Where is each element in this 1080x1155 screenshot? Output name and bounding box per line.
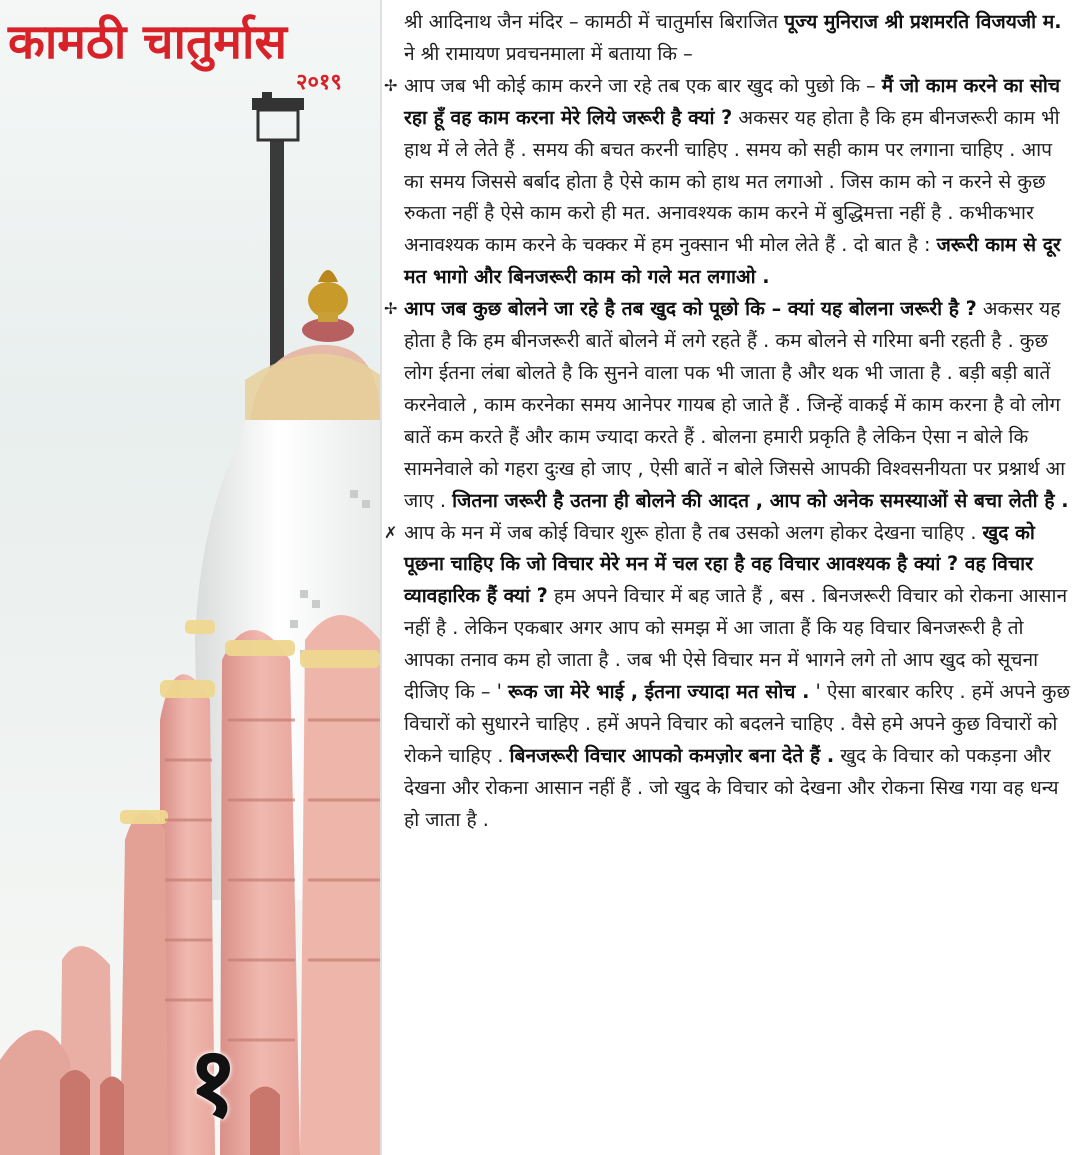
article-body <box>384 6 1074 836</box>
emphasis-text: खुद को पूछना चाहिए कि जो विचार मेरे मन में चल रहा है वह विचार आवश्यक है क्यां ? वह विचार व्यावहारिक हैं क्यां ? <box>404 520 1035 608</box>
poster-title: कामठी चातुर्मास <box>8 14 287 70</box>
body-text: आप जब भी कोई काम करने जा रहे तब एक बार खुद को पुछो कि – <box>404 73 882 97</box>
temple-illustration <box>0 0 380 1155</box>
emphasis-text: जरूरी काम से दूर मत भागो और बिनजरूरी काम को गले मत लगाओ . <box>404 233 1061 289</box>
point-paragraph-2 <box>384 293 1074 516</box>
emphasis-text: आप जब कुछ बोलने जा रहे है तब खुद को पूछो कि – क्यां यह बोलना जरूरी है ? <box>404 297 977 321</box>
bullet-marker-icon: ✢ <box>384 75 398 95</box>
intro-speaker: पूज्य मुनिराज श्री प्रशमरति विजयजी म. <box>784 10 1062 33</box>
body-text: हम अपने विचार में बह जाते हैं , बस . बिनजरूरी विचार को रोकना आसान नहीं है . लेकिन एकबार अगर आप को समझ में आ जाता हैं कि यह विचार बिनजरूरी है तो आपका तनाव कम हो जाता है . जब भी ऐसे विचार मन में भागने लगे तो आप खुद को सूचना दीजिए कि – ' <box>404 584 1068 704</box>
bullet-marker-icon: ✢ <box>384 299 398 319</box>
kalash <box>302 270 354 342</box>
temple-photo-panel <box>0 0 380 1155</box>
points-list <box>384 70 1074 836</box>
emphasis-text: बिनजरूरी विचार आपको कमज़ोर बना देते हैं . <box>509 743 835 767</box>
body-text: अकसर यह होता है कि हम बीनजरूरी काम भी हाथ में ले लेते हैं . समय की बचत करनी चाहिए . समय को सही काम पर लगाना चाहिए . आप का समय जिससे बर्बाद होता है ऐसे काम को हाथ मत लगाओ . जिस काम को न करने से कुछ रुकता नहीं है ऐसे काम करो ही मत. अनावश्यक काम करने में बुद्धिमत्ता नहीं है . कभीकभार अनावश्यक काम करने के चक्कर में हम नुक्सान भी मोल लेते हैं . दो बात है : <box>404 105 1060 257</box>
intro-text-2: ने श्री रामायण प्रवचनमाला में बताया कि – <box>404 41 693 65</box>
intro-paragraph <box>384 6 1074 70</box>
body-text: अकसर यह होता है कि हम बीनजरूरी बातें बोलने में लगे रहते हैं . कम बोलने से गरिमा बनी रहती है . कुछ लोग ईतना लंबा बोलते है कि सुनने वाला पक भी जाता है और थक भी जाता है . बड़ी बड़ी बातें करनेवाले , काम करनेका समय आनेपर गायब हो जाते हैं . जिन्हें वाकई में काम करना है वो लोग बातें कम करते हैं और काम ज्यादा करते हैं . बोलना हमारी प्रकृति है लेकिन ऐसा न बोले कि सामनेवाले को गहरा दुःख हो जाए , ऐसी बातें न बोले जिससे आपकी विश्वसनीयता पर प्रश्नार्थ आ जाए . <box>404 297 1066 512</box>
point-paragraph-1 <box>384 70 1074 293</box>
mast <box>252 92 304 370</box>
body-text: आप के मन में जब कोई विचार शुरू होता है तब उसको अलग होकर देखना चाहिए . <box>404 520 983 544</box>
divider <box>380 0 382 1155</box>
bullet-marker-icon: ✗ <box>384 522 398 542</box>
page-number: १ <box>188 1026 238 1138</box>
poster-year: २०१९ <box>296 70 342 95</box>
emphasis-text: मैं जो काम करने का सोच रहा हूँ वह काम करना मेरे लिये जरूरी है क्यां ? <box>404 73 1061 129</box>
emphasis-text: जितना जरूरी है उतना ही बोलने की आदत , आप को अनेक समस्याओं से बचा लेती है . <box>452 488 1069 512</box>
body-text: ' ऐसा बारबार करिए . हमें अपने कुछ विचारों को सुधारने चाहिए . हमें अपने विचार को बदलने चाहिए . वैसे हमे अपने कुछ विचारों को रोकने चाहिए . <box>404 680 1070 767</box>
point-paragraph-3 <box>384 517 1074 836</box>
intro-text-1: श्री आदिनाथ जैन मंदिर – कामठी में चातुर्मास बिराजित <box>404 10 785 33</box>
body-text: खुद के विचार को पकड़ना और देखना और रोकना आसान नहीं हैं . जो खुद के विचार को देखना और रोकना सिख गया वह धन्य हो जाता है . <box>404 743 1059 831</box>
emphasis-text: रूक जा मेरे भाई , ईतना ज्यादा मत सोच . <box>507 680 810 704</box>
